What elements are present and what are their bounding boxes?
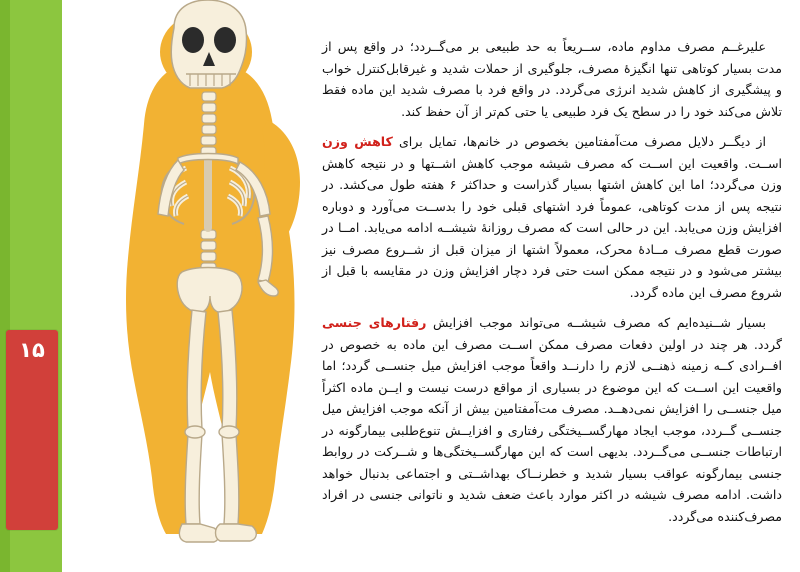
body-text — [322, 36, 782, 527]
page-number-tab — [6, 196, 77, 530]
paragraph-1 — [322, 36, 782, 122]
para3-text-part1: بسیار شــنیده‌ایم که مصرف شیشــه می‌تواند موجب افزایش — [426, 315, 767, 330]
para2-text-part2: اســت. واقعیت این اســت که مصرف شیشه موجب کاهش اشــتها و در نتیجه کاهش وزن می‌گردد؛ اما این کاهش اشتها بسیار گذراست و حداکثر ۶ هفته طول می‌کشد. در نتیجه پس از مدت کوتاهی، عموماً فرد اشتهای قبلی خود را بدســت می‌آورد و دوباره افزایش وزن می‌یابد. این در حالی است که مصرف روزانهٔ شیشــه ادامه می‌یابد. امــا در صورت قطع مصرف مــادهٔ محرک، معمولاً اشتها از میزان قبل از شــروع مصرف نیز بیشتر می‌شود و در نتیجه ممکن است حتی فرد دچار افزایش وزن در مقایسه با قبل از شروع مصرف این ماده گردد. — [322, 155, 782, 300]
skeleton-illustration-svg — [62, 0, 350, 572]
paragraph-2 — [322, 131, 782, 303]
highlight-weight-loss: کاهش وزن — [322, 134, 393, 149]
highlight-sexual-behaviour: رفتارهای جنسی — [322, 315, 427, 330]
para3-text-part2: گردد. هر چند در اولین دفعات مصرف ممکن اســت مصرف این ماده به خصوص در افــرادی کــه زمینه ذهنــی لازم را دارنــد واقعاً موجب افزایش میل جنســی گردد؛ اما واقعیت این اســت که این موضوع در بسیاری از مواقع درست نیست و ایــن ماده اکثراً میل جنســی را افزایش نمی‌دهــد. مصرف مت‌آمفتامین بیش از آنکه موجب افزایش میل جنســی گــردد، موجب ایجاد مهارگســیختگی رفتاری و افزایــش تنوع‌طلبی بیمارگونه در ارتباطات جنســی می‌گــردد. بدیهی است که این مهارگســیختگی‌ها و شــرکت در روابط جنسی بیمارگونه عواقب بسیار شدید و خطرنــاک بهداشــتی و اجتماعی بدنبال خواهد داشت. ادامه مصرف شیشه در اکثر موارد باعث ضعف شدید و ناتوانی جنسی در افراد مصرف‌کننده می‌گردد. — [322, 336, 782, 524]
illustration-skeleton — [62, 0, 350, 572]
para2-text-part1: از دیگــر دلایل مصرف مت‌آمفتامین بخصوص در خانم‌ها، تمایل برای — [392, 134, 766, 149]
skull — [171, 0, 246, 88]
chapter-caption-text: آن چگونه جسم و روان می‌سوزد؟ — [65, 196, 77, 344]
paragraph-3 — [322, 312, 782, 527]
para1-text: علیرغــم مصرف مداوم ماده، ســریعاً به حد طبیعی بر می‌گــردد؛ در واقع پس از مدت بسیار کوتاهی تنها انگیزهٔ مصرف، جلوگیری از حملات شدید و غیرقابل‌کنترل خواب و پیشگیری از کاهش شدید انرژی می‌گردد. در واقع فرد با مصرف شدید این ماده فقط تلاش می‌کند خود را در سطح یک فرد طبیعی یا حتی کم‌تر از آن حفظ کند. — [322, 39, 782, 119]
page-number: ۱۵ — [19, 338, 45, 362]
